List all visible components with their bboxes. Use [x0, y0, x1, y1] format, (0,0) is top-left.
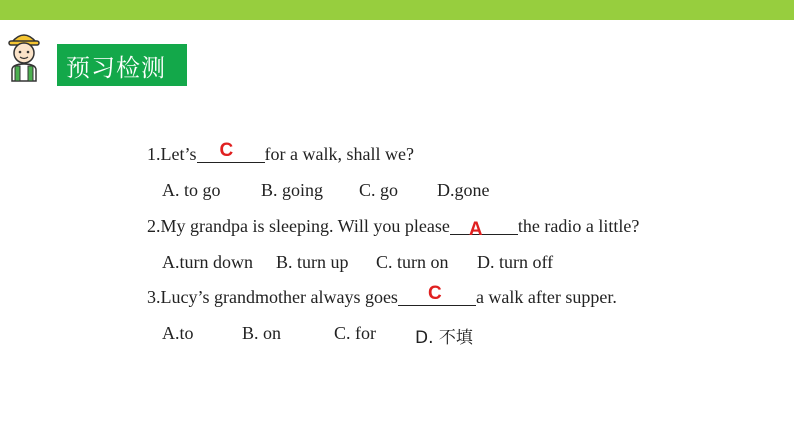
question-2-option-d: D. turn off — [477, 252, 554, 272]
student-mascot-icon — [4, 26, 44, 82]
question-1 — [147, 140, 414, 165]
question-2-option-a: A.turn down — [162, 252, 253, 272]
question-1-option-a: A. to go — [162, 180, 221, 200]
question-1-blank — [197, 140, 265, 163]
question-3-answer: C — [427, 283, 442, 304]
question-3 — [147, 283, 617, 308]
question-1-option-c: C. go — [359, 180, 399, 200]
question-2-before: 2.My grandpa is sleeping. Will you please — [147, 216, 450, 236]
question-3-option-c: C. for — [334, 323, 376, 343]
question-2-blank — [450, 216, 518, 240]
question-1-option-b: B. going — [261, 180, 324, 200]
question-1-after: for a walk, shall we? — [264, 144, 414, 164]
question-3-after: a walk after supper. — [475, 287, 617, 307]
question-3-blank — [398, 283, 476, 306]
question-2-answer: A — [468, 219, 483, 240]
question-3-option-a: A.to — [162, 323, 194, 343]
question-3-option-b: B. on — [242, 323, 282, 343]
top-banner-bar — [0, 0, 794, 20]
question-1-answer: C — [219, 140, 234, 161]
question-2 — [147, 216, 640, 240]
question-2-option-b: B. turn up — [276, 252, 349, 272]
question-2-after: the radio a little? — [517, 216, 640, 236]
section-title: 预习检测 — [66, 53, 166, 82]
question-3-option-d: D. 不填 — [415, 328, 473, 348]
question-3-before: 3.Lucy’s grandmother always goes — [147, 287, 398, 307]
question-2-option-c: C. turn on — [376, 252, 449, 272]
section-title-box — [57, 44, 187, 86]
question-1-option-d: D.gone — [437, 180, 490, 200]
question-1-before: 1.Let’s — [147, 144, 197, 164]
